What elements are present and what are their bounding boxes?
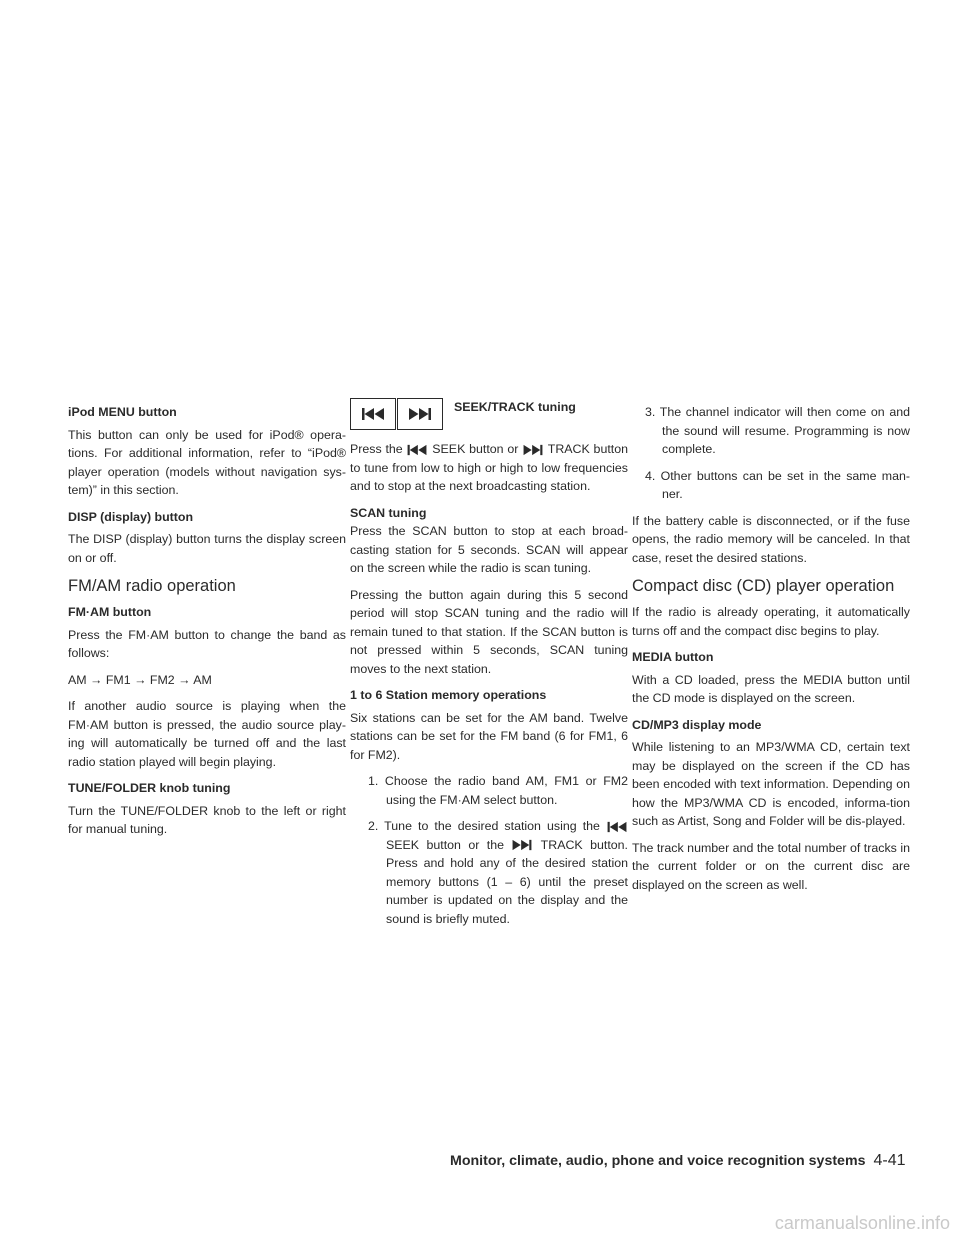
scan-text: Press the SCAN button to stop at each broad-casting station for 5 seconds. SCAN will appear on the screen while the radio is scan tuning. [350,524,628,575]
page-number: 4-41 [873,1152,906,1169]
track-forward-icon [397,398,443,430]
memory-step-3: 3. The channel indicator will then come on and the sound will resume. Programming is now complete. [645,405,910,456]
scan-text-2: Pressing the button again during this 5 second period will stop SCAN tuning and the radio will remain tuned to that station. If the SCAN button is not pressed within 5 seconds, SCAN tuning moves to the next station. [350,587,628,676]
disp-heading: DISP (display) button [68,509,194,524]
media-heading: MEDIA button [632,650,714,664]
seek-back-icon [606,821,628,833]
cd-text: If the radio is already operating, it automatically turns off and the compact disc begins to play. [632,605,910,638]
step2-text-a: 2. Tune to the desired station using the [368,819,600,833]
memory-step-4: 4. Other buttons can be set in the same man-ner. [645,468,910,501]
mp3-heading: CD/MP3 display mode [632,717,762,732]
memory-heading: 1 to 6 Station memory operations [350,688,547,702]
seek-track-word: TRACK [547,442,590,456]
fmam-section-title: FM/AM radio operation [68,577,236,595]
media-text: With a CD loaded, press the MEDIA button until the CD mode is displayed on the screen. [632,672,910,705]
column-3 [632,403,910,902]
watermark: carmanualsonline.info [774,1213,950,1233]
footer-section-title: Monitor, climate, audio, phone and voice recognition systems [450,1153,866,1169]
disp-text: The DISP (display) button turns the display screen on or off. [68,532,346,565]
tune-folder-heading: TUNE/FOLDER knob tuning [68,781,231,795]
seek-track-heading: SEEK/TRACK tuning [454,399,576,414]
step2-text-c: TRACK button. Press and hold any of the desired station memory buttons (1 – 6) until the preset number is updated on the display and the sound is briefly muted. [386,837,628,926]
scan-heading: SCAN tuning [350,505,427,520]
page-footer [450,1152,906,1170]
track-forward-icon [511,839,533,851]
memory-step-1: 1. Choose the radio band AM, FM1 or FM2 using the FM·AM select button. [368,774,628,807]
another-source-text: If another audio source is playing when the FM·AM button is pressed, the audio source play-ing will automatically be turned off and the last radio station played will begin playing. [68,699,346,769]
seek-track-header [350,396,628,432]
cd-section-title: Compact disc (CD) player operation [632,577,895,595]
seek-back-icon [406,444,428,456]
track-forward-icon [522,444,544,456]
band-sequence: AM → FM1 → FM2 → AM [68,672,212,687]
seek-rest-text: button to tune from low to high or high to low frequencies and to stop at the next broadcasting station. [350,442,628,493]
seek-track-text [350,440,628,496]
seek-mid-text: SEEK button or [432,442,519,456]
memory-text: Six stations can be set for the AM band. Twelve stations can be set for the FM band (6 for FM1, 6 for FM2). [350,710,628,762]
seek-press-text: Press the [350,442,403,456]
battery-text: If the battery cable is disconnected, or if the fuse opens, the radio memory will be canceled. In that case, reset the desired stations. [632,513,910,565]
column-2 [350,396,628,936]
track-number-text: The track number and the total number of tracks in the current folder or on the current disc are displayed on the screen as well. [632,840,910,892]
mp3-text: While listening to an MP3/WMA CD, certain text may be displayed on the screen if the CD has been encoded with text information. Depending on how the MP3/WMA CD is encoded, informa-tion such as Artist, Song and Folder will be dis-played. [632,740,910,828]
ipod-menu-text: This button can only be used for iPod® opera-tions. For additional information, refer to “iPod® player operation (models without navigation sys-tem)” in this section. [68,427,346,497]
memory-step-2 [350,817,628,928]
step2-text-b: SEEK button or the [386,837,505,852]
tune-folder-text: Turn the TUNE/FOLDER knob to the left or right for manual tuning. [68,803,346,836]
seek-back-icon [350,398,396,430]
fmam-button-text: Press the FM·AM button to change the band as follows: [68,627,346,660]
column-1 [68,403,346,847]
ipod-menu-heading: iPod MENU button [68,405,177,419]
fmam-button-heading: FM·AM button [68,605,152,619]
